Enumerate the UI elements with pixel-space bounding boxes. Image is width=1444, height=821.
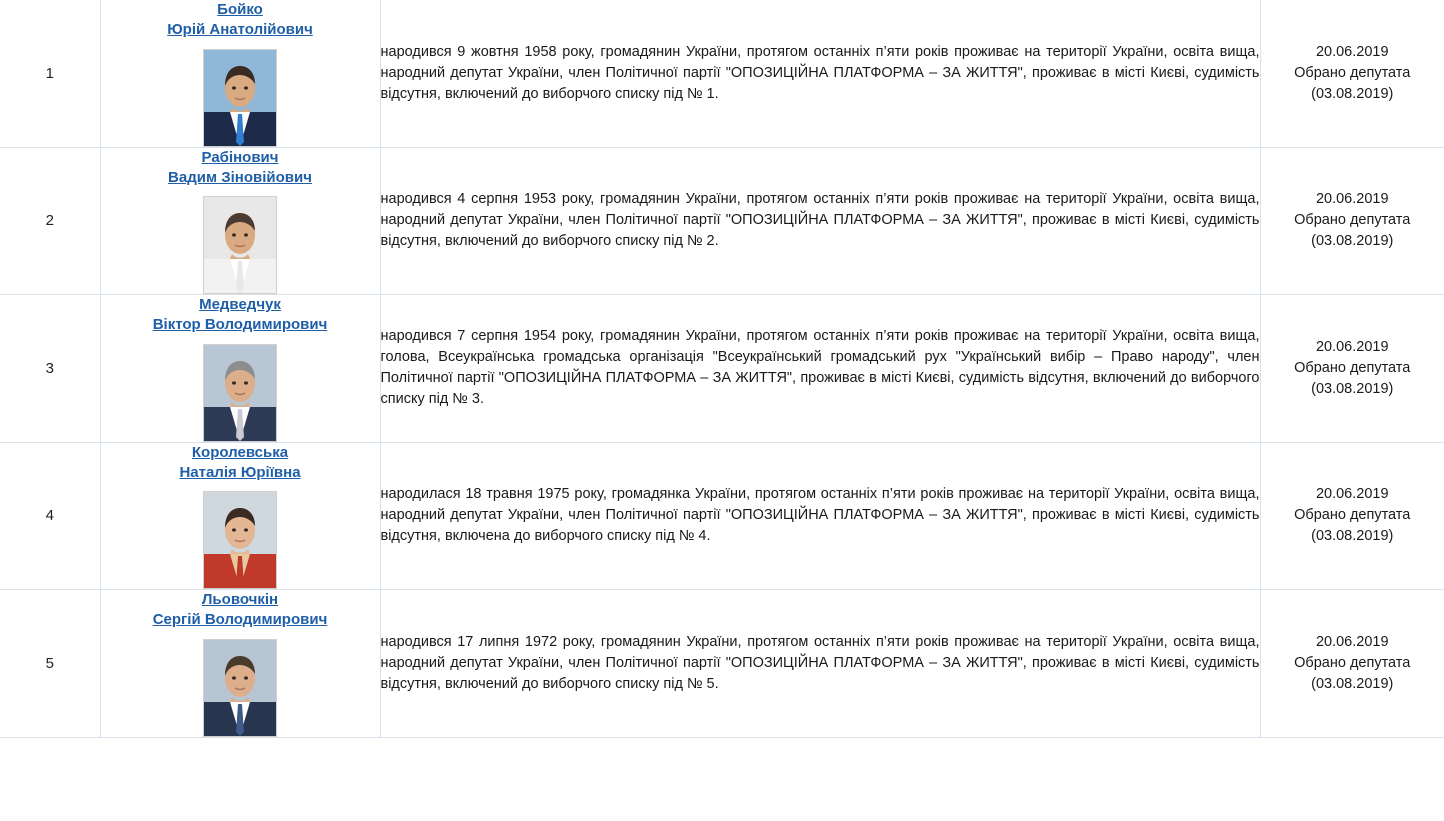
candidate-photo-lovochkin bbox=[203, 639, 277, 737]
table-row bbox=[0, 442, 1444, 590]
candidate-details: народився 17 липня 1972 року, громадянин України, протягом останніх п’яти років проживає на території України, освіта вища, народний депутат України, член Політичної партії "ОПОЗИЦІЙНА ПЛАТФОРМА – ЗА ЖИТТЯ", проживає в місті Києві, судимість відсутня, включений до виборчого списку під № 5. bbox=[380, 590, 1260, 738]
status-text: Обрано депутата bbox=[1294, 654, 1411, 671]
candidate-name-link[interactable] bbox=[179, 443, 300, 484]
candidate-given-name: Віктор Володимирович bbox=[152, 316, 328, 334]
status-date: 20.06.2019 bbox=[1315, 191, 1389, 208]
status-text: Обрано депутата bbox=[1294, 212, 1411, 229]
candidate-details: народилася 18 травня 1975 року, громадянка України, протягом останніх п’яти років проживає на території України, освіта вища, народний депутат України, член Політичної партії "ОПОЗИЦІЙНА ПЛАТФОРМА – ЗА ЖИТТЯ", проживає в місті Києві, судимість відсутня, включена до виборчого списку під № 4. bbox=[380, 442, 1260, 590]
candidate-details: народився 9 жовтня 1958 року, громадянин України, протягом останніх п’яти років проживає на території України, освіта вища, народний депутат України, член Політичної партії "ОПОЗИЦІЙНА ПЛАТФОРМА – ЗА ЖИТТЯ", проживає в місті Києві, судимість відсутня, включений до виборчого списку під № 1. bbox=[380, 0, 1260, 147]
row-number: 1 bbox=[0, 0, 100, 147]
candidate-given-name: Юрій Анатолійович bbox=[167, 21, 313, 39]
candidate-name-link[interactable] bbox=[153, 295, 328, 336]
table-row bbox=[0, 295, 1444, 443]
candidate-name-link[interactable] bbox=[168, 148, 312, 189]
candidate-given-name: Вадим Зіновійович bbox=[168, 168, 312, 186]
candidate-details: народився 7 серпня 1954 року, громадянин України, протягом останніх п’яти років проживає на території України, освіта вища, голова, Всеукраїнська громадська організація "Всеукраїнський громадський рух "Український вибір – Право народу", член Політичної партії "ОПОЗИЦІЙНА ПЛАТФОРМА – ЗА ЖИТТЯ", проживає в місті Києві, судимість відсутня, включений до виборчого списку під № 3. bbox=[380, 295, 1260, 443]
status-text: Обрано депутата bbox=[1294, 64, 1411, 81]
row-number: 2 bbox=[0, 147, 100, 295]
status-date-secondary: (03.08.2019) bbox=[1311, 85, 1394, 102]
status-text: Обрано депутата bbox=[1294, 359, 1411, 376]
status-cell bbox=[1260, 590, 1444, 738]
candidate-surname: Медведчук bbox=[199, 296, 281, 313]
status-date: 20.06.2019 bbox=[1315, 633, 1389, 650]
candidate-surname: Королевська bbox=[191, 443, 289, 461]
candidate-name-link[interactable] bbox=[167, 0, 313, 41]
status-date: 20.06.2019 bbox=[1315, 486, 1389, 503]
status-date-secondary: (03.08.2019) bbox=[1311, 528, 1394, 545]
candidate-photo-korolevska bbox=[203, 491, 277, 589]
row-number: 3 bbox=[0, 295, 100, 443]
candidate-surname: Льовочкін bbox=[201, 591, 279, 608]
status-date: 20.06.2019 bbox=[1315, 43, 1389, 60]
candidate-cell bbox=[100, 295, 380, 443]
table-row bbox=[0, 147, 1444, 295]
status-cell bbox=[1260, 442, 1444, 590]
row-number: 4 bbox=[0, 442, 100, 590]
candidate-surname: Бойко bbox=[217, 1, 263, 18]
candidate-photo-medvedchuk bbox=[203, 344, 277, 442]
candidate-surname: Рабінович bbox=[201, 148, 279, 166]
status-cell bbox=[1260, 295, 1444, 443]
candidate-given-name: Сергій Володимирович bbox=[152, 611, 328, 629]
candidate-cell bbox=[100, 442, 380, 590]
candidate-cell bbox=[100, 590, 380, 738]
status-date: 20.06.2019 bbox=[1315, 338, 1389, 355]
candidate-details: народився 4 серпня 1953 року, громадянин України, протягом останніх п’яти років проживає на території України, освіта вища, народний депутат України, член Політичної партії "ОПОЗИЦІЙНА ПЛАТФОРМА – ЗА ЖИТТЯ", проживає в місті Києві, судимість відсутня, включений до виборчого списку під № 2. bbox=[380, 147, 1260, 295]
table-row bbox=[0, 590, 1444, 738]
candidate-cell bbox=[100, 0, 380, 147]
status-date-secondary: (03.08.2019) bbox=[1311, 675, 1394, 692]
candidate-given-name: Наталія Юріївна bbox=[179, 463, 301, 481]
candidate-cell bbox=[100, 147, 380, 295]
candidate-photo-boyko bbox=[203, 49, 277, 147]
row-number: 5 bbox=[0, 590, 100, 738]
status-date-secondary: (03.08.2019) bbox=[1311, 380, 1394, 397]
table-row bbox=[0, 0, 1444, 147]
candidate-photo-rabinovych bbox=[203, 196, 277, 294]
candidate-name-link[interactable] bbox=[153, 590, 328, 631]
status-cell bbox=[1260, 0, 1444, 147]
status-date-secondary: (03.08.2019) bbox=[1311, 233, 1394, 250]
status-text: Обрано депутата bbox=[1294, 507, 1411, 524]
status-cell bbox=[1260, 147, 1444, 295]
